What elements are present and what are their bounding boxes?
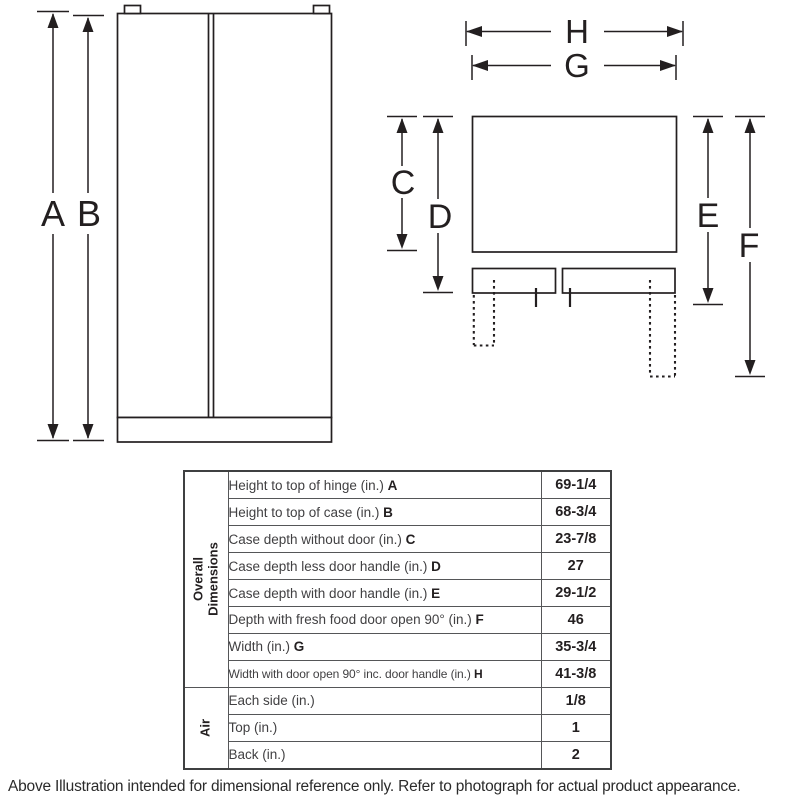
fridge-kick-plate [118,418,332,443]
fridge-top-view [473,117,677,377]
door-open-dashed-outline [474,280,675,377]
right-hinge [314,6,330,14]
arrowhead-up [83,17,94,32]
arrowhead-left [472,60,488,71]
left-hinge [125,6,141,14]
table-row [184,606,611,633]
arrowhead-down [703,288,714,303]
section-header-text: Overall Dimensions [190,542,221,617]
table-row [184,499,611,526]
row-value: 69-1/4 [541,471,611,499]
dimension-label-a: A [40,193,66,234]
row-label: Depth with fresh food door open 90° (in.) [228,612,476,628]
row-label: Top (in.) [228,720,278,736]
section-header-text: Air [197,718,213,737]
dimension-label-d: D [427,198,453,236]
dimension-ref: B [383,504,393,520]
dimension-label-b: B [76,193,102,234]
left-door-top-view [473,269,556,294]
table-row [184,526,611,553]
row-value: 23-7/8 [541,526,611,553]
table-row [184,687,611,714]
dimension-label-e: E [696,197,720,235]
arrowhead-right [667,26,683,37]
table-row [184,741,611,769]
table-row [184,580,611,607]
dimension-ref: A [387,477,398,493]
table-row [184,714,611,741]
arrowhead-up [745,118,756,133]
arrowhead-up [397,118,408,133]
row-label: Width with door open 90° inc. door handle (in.) [228,666,474,681]
table-row [184,553,611,580]
row-value: 29-1/2 [541,580,611,607]
arrowhead-up [703,118,714,133]
arrowhead-left [466,26,482,37]
row-value: 35-3/4 [541,633,611,660]
row-label: Back (in.) [228,747,286,763]
row-label: Case depth less door handle (in.) [228,558,432,574]
fridge-body [118,14,332,418]
arrowhead-down [83,424,94,439]
dimension-label-c: C [390,164,416,202]
row-value: 46 [541,606,611,633]
arrowhead-up [48,13,59,28]
arrowhead-down [397,234,408,249]
dimension-ref: E [431,585,441,601]
dimension-ref: C [405,531,416,547]
row-label: Width (in.) [228,639,294,655]
arrowhead-down [745,360,756,375]
row-value: 1/8 [541,687,611,714]
section-header-air [184,687,228,769]
row-value: 2 [541,741,611,769]
row-label: Height to top of case (in.) [228,504,384,520]
dimension-ref: F [475,612,484,628]
table-row [184,633,611,660]
dimension-ref: G [293,639,305,655]
footer-disclaimer: Above Illustration intended for dimensional reference only. Refer to photograph for actual product appearance. [8,778,741,795]
row-value: 27 [541,553,611,580]
dimension-label-h: H [565,13,589,50]
section-header-overall-dimensions [184,471,228,687]
row-value: 68-3/4 [541,499,611,526]
arrowhead-right [660,60,676,71]
row-label: Height to top of hinge (in.) [228,477,388,493]
case-outline-top-view [473,117,677,253]
table-row [184,471,611,499]
dimension-label-f: F [738,227,760,265]
arrowhead-down [48,424,59,439]
right-door-top-view [563,269,676,294]
row-label: Case depth with door handle (in.) [228,585,432,601]
dimension-label-g: G [564,47,590,84]
dimension-ref: D [431,558,441,574]
arrowhead-up [433,118,444,133]
fridge-front-view [118,6,332,443]
dimensions-table [183,470,612,770]
dimension-ref: H [473,666,483,681]
row-value: 1 [541,714,611,741]
row-label: Case depth without door (in.) [228,531,406,547]
row-value: 41-3/8 [541,660,611,687]
row-label: Each side (in.) [228,693,315,709]
arrowhead-down [433,276,444,291]
table-row [184,660,611,687]
